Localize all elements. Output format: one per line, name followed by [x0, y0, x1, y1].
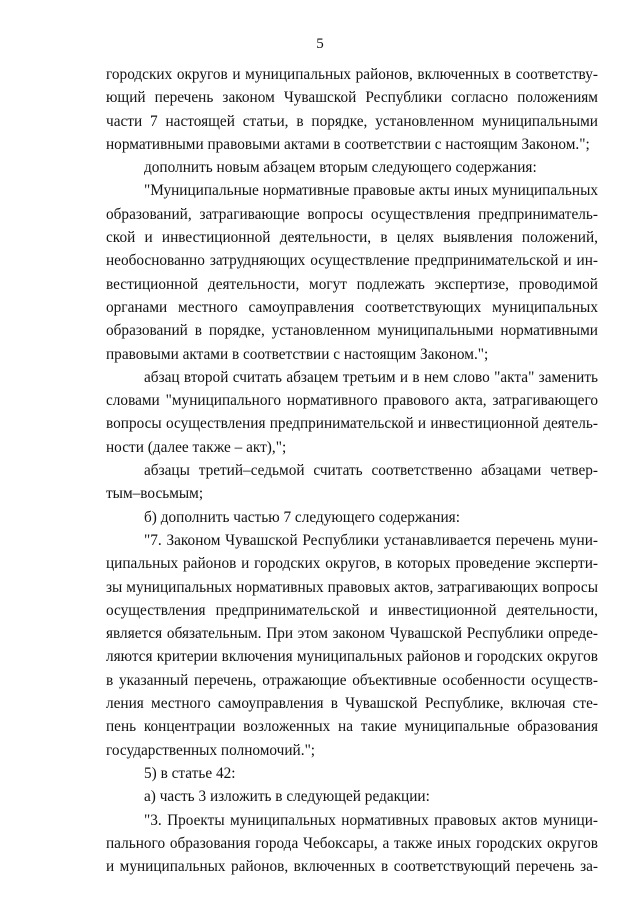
text-line: 5) в статье 42:	[144, 764, 236, 782]
text-line: тым–восьмым;	[106, 485, 204, 503]
text-line: "Муниципальные нормативные правовые акты иных муниципальных	[144, 182, 598, 200]
text-line: ляются критерии включения муниципальных районов и городских округов	[106, 648, 598, 666]
text-line: осуществления предпринимательской и инвестиционной деятельности,	[106, 601, 598, 619]
text-line: органами местного самоуправления соответствующих муниципальных	[106, 298, 598, 316]
text-line: абзац второй считать абзацем третьим и в нем слово "акта" заменить	[144, 368, 598, 386]
text-line: вестиционной деятельности, могут подлежать экспертизе, проводимой	[106, 275, 598, 293]
text-line: правовыми актами в соответствии с настоящим Законом.";	[106, 345, 489, 363]
text-line: в указанный перечень, отражающие объективные особенности осуществ-	[106, 671, 598, 689]
text-line: ющий перечень законом Чувашской Республики согласно положениям	[106, 89, 598, 107]
text-line: зы муниципальных нормативных правовых актов, затрагивающих вопросы	[106, 578, 598, 596]
text-line: б) дополнить частью 7 следующего содержания:	[144, 508, 460, 526]
text-line: пень концентрации возложенных на такие муниципальные образования	[106, 718, 598, 736]
text-line: ципальных районов и городских округов, в которых проведение эксперти-	[106, 555, 598, 573]
text-line: пального образования города Чебоксары, а также иных городских округов	[106, 834, 598, 852]
text-line: и муниципальных районов, включенных в соответствующий перечень за-	[106, 858, 598, 876]
text-line: "3. Проекты муниципальных нормативных правовых актов муници-	[144, 811, 598, 829]
text-line: ской и инвестиционной деятельности, в целях выявления положений,	[106, 229, 598, 247]
text-line: государственных полномочий.";	[106, 741, 316, 759]
text-line: а) часть 3 изложить в следующей редакции:	[144, 788, 430, 806]
text-line: городских округов и муниципальных районов, включенных в соответству-	[106, 66, 598, 83]
text-line: абзацы третий–седьмой считать соответственно абзацами четвер-	[144, 462, 598, 480]
page-number: 5	[316, 36, 324, 52]
text-line: части 7 настоящей статьи, в порядке, установленном муниципальными	[106, 112, 598, 130]
text-line: ления местного самоуправления в Чувашской Республике, включая сте-	[106, 695, 598, 713]
text-line: ности (далее также – акт),";	[106, 438, 287, 456]
text-line: необоснованно затрудняющих осуществление предпринимательской и ин-	[106, 252, 598, 270]
document-body	[106, 63, 598, 878]
text-line: нормативными правовыми актами в соответствии с настоящим Законом.";	[106, 135, 590, 153]
text-line: словами "муниципального нормативного правового акта, затрагивающего	[106, 392, 598, 410]
text-line: дополнить новым абзацем вторым следующего содержания:	[144, 159, 537, 177]
text-line: "7. Законом Чувашской Республики устанавливается перечень муни-	[144, 531, 598, 549]
text-line: вопросы осуществления предпринимательской и инвестиционной деятель-	[106, 415, 598, 433]
text-line: образований в порядке, установленном муниципальными нормативными	[106, 322, 598, 340]
text-line: образований, затрагивающие вопросы осуществления предприниматель-	[106, 205, 598, 223]
text-line: является обязательным. При этом законом Чувашской Республики опреде-	[106, 625, 598, 643]
